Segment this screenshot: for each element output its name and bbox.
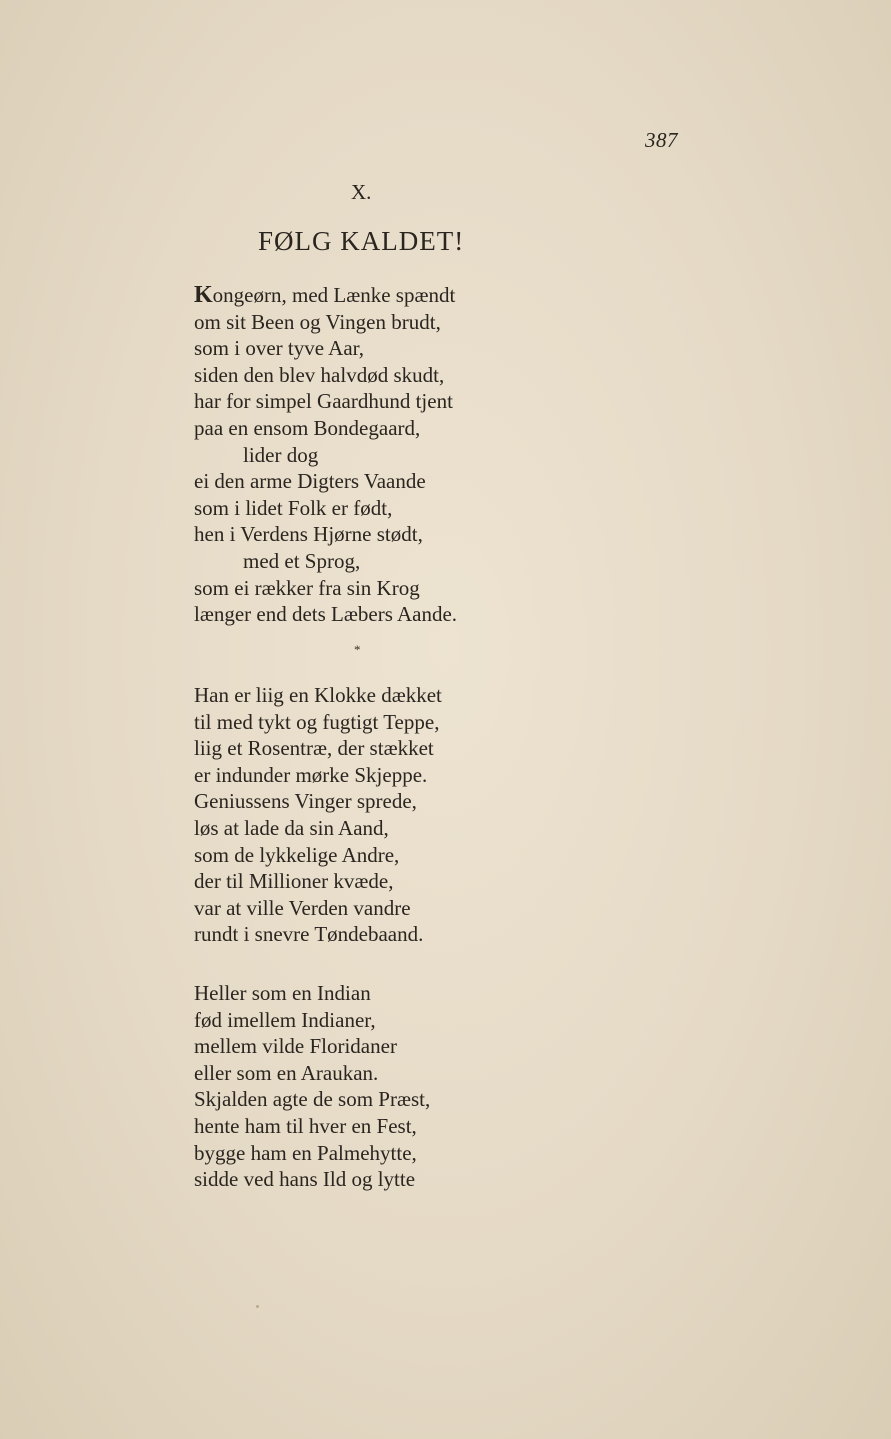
poem-line-text: Han er liig en Klokke dækket: [194, 683, 442, 707]
poem-line: [194, 362, 457, 389]
poem-line-text: hente ham til hver en Fest,: [194, 1113, 417, 1138]
poem-line-text: ongeørn, med Lænke spændt: [212, 283, 456, 307]
poem-line-text: siden den blev halvdød skudt,: [194, 362, 445, 387]
poem-line: [194, 1166, 430, 1193]
poem-line: [194, 388, 457, 415]
poem-title: FØLG KALDET!: [258, 226, 465, 256]
poem-line-text: som i lidet Folk er født,: [194, 495, 393, 520]
poem-line: [194, 575, 457, 602]
poem-line-text: lider dog: [243, 442, 319, 467]
poem-line-text: paa en ensom Bondegaard,: [194, 415, 421, 440]
poem-line-text: har for simpel Gaardhund tjent: [194, 389, 453, 414]
poem-line: [194, 921, 442, 948]
poem-line: [194, 309, 457, 336]
poem-line-text: eller som en Araukan.: [194, 1060, 379, 1085]
poem-line-text: fød imellem Indianer,: [194, 1007, 376, 1032]
stanza-2: [194, 682, 442, 948]
poem-line-text: er indunder mørke Skjeppe.: [194, 762, 428, 787]
poem-line-text: ei den arme Digters Vaande: [194, 469, 426, 494]
poem-line: [194, 1007, 430, 1034]
poem-line-text: til med tykt og fugtigt Teppe,: [194, 709, 440, 734]
poem-line-text: som ei rækker fra sin Krog: [194, 575, 420, 600]
poem-line: [194, 335, 457, 362]
stanza-3: [194, 980, 430, 1193]
page-number: 387: [645, 128, 678, 152]
poem-line: [194, 762, 442, 789]
poem-line-text: med et Sprog,: [243, 548, 361, 573]
poem-line: [194, 415, 457, 442]
poem-line: [194, 495, 457, 522]
poem-line: [194, 842, 442, 869]
poem-line: [194, 868, 442, 895]
poem-line: [194, 735, 442, 762]
poem-line-text: bygge ham en Palmehytte,: [194, 1140, 417, 1165]
poem-line-text: rundt i snevre Tøndebaand.: [194, 922, 424, 947]
poem-line: [194, 1060, 430, 1087]
stanza-1: [194, 282, 457, 628]
poem-line-text: hen i Verdens Hjørne stødt,: [194, 522, 423, 547]
poem-line-text: Skjalden agte de som Præst,: [194, 1087, 431, 1112]
poem-line: [194, 682, 442, 709]
poem-line-text: der til Millioner kvæde,: [194, 869, 394, 894]
poem-line-text: mellem vilde Floridaner: [194, 1034, 397, 1059]
poem-line-text: Geniussens Vinger sprede,: [194, 789, 417, 814]
paper-speck: [256, 1305, 259, 1308]
poem-line: [194, 601, 457, 628]
section-ornament: *: [354, 642, 361, 657]
poem-line: [194, 815, 442, 842]
poem-line-text: var at ville Verden vandre: [194, 895, 411, 920]
poem-line-text: sidde ved hans Ild og lytte: [194, 1167, 416, 1192]
poem-line: [194, 468, 457, 495]
poem-line-text: længer end dets Læbers Aande.: [194, 602, 458, 627]
poem-line-text: løs at lade da sin Aand,: [194, 815, 389, 840]
poem-line: [194, 1113, 430, 1140]
poem-line: [194, 980, 430, 1007]
poem-line: [194, 1140, 430, 1167]
poem-line: [194, 709, 442, 736]
poem-line: [194, 521, 457, 548]
initial-letter: K: [194, 282, 213, 308]
poem-line-text: som i over tyve Aar,: [194, 336, 365, 361]
poem-line: [194, 788, 442, 815]
poem-line: [194, 1033, 430, 1060]
poem-line: [194, 442, 457, 469]
poem-line: [194, 895, 442, 922]
poem-line-text: om sit Been og Vingen brudt,: [194, 309, 441, 334]
poem-line: [194, 282, 457, 309]
poem-line: [194, 548, 457, 575]
poem-line-text: som de lykkelige Andre,: [194, 842, 400, 867]
poem-line-text: Heller som en Indian: [194, 981, 371, 1005]
poem-line-text: liig et Rosentræ, der stækket: [194, 736, 434, 761]
section-numeral: X.: [351, 180, 372, 204]
poem-line: [194, 1086, 430, 1113]
